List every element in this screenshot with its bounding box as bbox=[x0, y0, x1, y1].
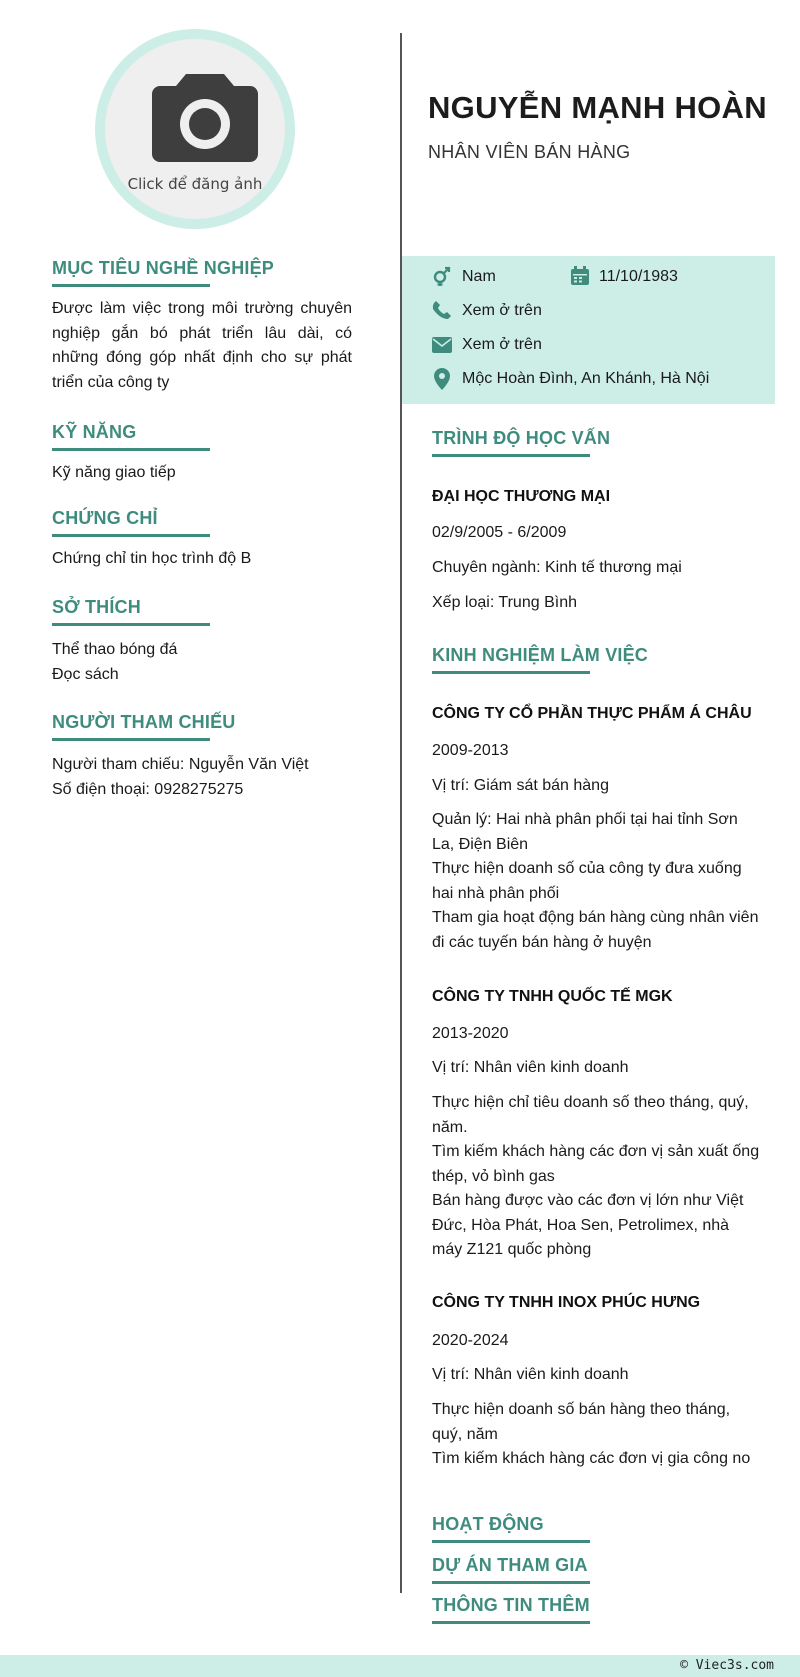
job-period: 2013-2020 bbox=[432, 1025, 509, 1042]
certificates-title: CHỨNG CHỈ bbox=[52, 508, 158, 528]
education-title-block bbox=[432, 428, 762, 457]
email-value: Xem ở trên bbox=[462, 336, 542, 353]
objective-title: MỤC TIÊU NGHỀ NGHIỆP bbox=[52, 258, 275, 278]
education-grade: Xếp loại: Trung Bình bbox=[432, 594, 577, 611]
job-position: Vị trí: Nhân viên kinh doanh bbox=[432, 1059, 629, 1076]
activities-title: HOẠT ĐỘNG bbox=[432, 1514, 544, 1534]
candidate-name: NGUYỄN MẠNH HOÀN bbox=[428, 90, 767, 125]
job-duty: Tham gia hoạt động bán hàng cùng nhân viên đi các tuyến bán hàng ở huyện bbox=[432, 909, 759, 951]
footer-credit: © Viec3s.com bbox=[680, 1658, 774, 1673]
job-position: Vị trí: Giám sát bán hàng bbox=[432, 777, 609, 794]
reference-name: Người tham chiếu: Nguyễn Văn Việt bbox=[52, 756, 309, 773]
more-info-title: THÔNG TIN THÊM bbox=[432, 1595, 590, 1615]
education-underline bbox=[432, 454, 590, 457]
phone-icon bbox=[432, 300, 452, 320]
footer-bar bbox=[0, 1655, 800, 1677]
objective-underline bbox=[52, 284, 210, 287]
references-title: NGƯỜI THAM CHIẾU bbox=[52, 712, 236, 732]
references-underline bbox=[52, 738, 210, 741]
projects-underline bbox=[432, 1581, 590, 1584]
photo-caption: Click để đăng ảnh bbox=[127, 175, 263, 193]
experience-title-block bbox=[432, 645, 762, 674]
skills-title: KỸ NĂNG bbox=[52, 422, 137, 442]
location-icon bbox=[434, 368, 450, 390]
job-company: CÔNG TY CỔ PHẦN THỰC PHẨM Á CHÂU bbox=[432, 705, 752, 722]
candidate-role: NHÂN VIÊN BÁN HÀNG bbox=[428, 142, 631, 162]
job-duty: Tìm kiếm khách hàng các đơn vị sản xuất ống thép, vỏ bình gas bbox=[432, 1143, 760, 1185]
avatar[interactable] bbox=[95, 29, 295, 229]
objective-text: Được làm việc trong môi trường chuyên nghiệp gắn bó phát triển lâu dài, có những đóng góp nhất định cho sự phát triển của công ty bbox=[52, 300, 352, 391]
job-company: CÔNG TY TNHH QUỐC TẾ MGK bbox=[432, 988, 673, 1005]
education-major: Chuyên ngành: Kinh tế thương mại bbox=[432, 559, 682, 576]
hobby-item: Đọc sách bbox=[52, 665, 119, 683]
birthday-value: 11/10/1983 bbox=[599, 268, 678, 285]
job-company: CÔNG TY TNHH INOX PHÚC HƯNG bbox=[432, 1294, 701, 1311]
address-value: Mộc Hoàn Đình, An Khánh, Hà Nội bbox=[462, 370, 710, 387]
more-info-block bbox=[432, 1595, 762, 1624]
experience-underline bbox=[432, 671, 590, 674]
hobby-item: Thể thao bóng đá bbox=[52, 641, 178, 658]
job-duty: Quản lý: Hai nhà phân phối tại hai tỉnh Sơn La, Điện Biên bbox=[432, 811, 738, 853]
certificates-underline bbox=[52, 534, 210, 537]
hobbies-title: SỞ THÍCH bbox=[52, 597, 141, 617]
job-position: Vị trí: Nhân viên kinh doanh bbox=[432, 1366, 629, 1383]
phone-value: Xem ở trên bbox=[462, 302, 542, 319]
hobbies-underline bbox=[52, 623, 210, 626]
job-duty: Thực hiện chỉ tiêu doanh số theo tháng, quý, năm. bbox=[432, 1094, 749, 1136]
skills-text: Kỹ năng giao tiếp bbox=[52, 464, 176, 481]
calendar-icon bbox=[570, 266, 590, 286]
job-duty: Thực hiện doanh số bán hàng theo tháng, quý, năm bbox=[432, 1401, 731, 1443]
activities-underline bbox=[432, 1540, 590, 1543]
reference-phone: Số điện thoại: 0928275275 bbox=[52, 780, 244, 798]
job-duty: Thực hiện doanh số của công ty đưa xuống hai nhà phân phối bbox=[432, 860, 742, 902]
objective-section bbox=[52, 258, 352, 395]
gender-value: Nam bbox=[462, 268, 496, 285]
certificates-section bbox=[52, 508, 352, 572]
hobbies-section bbox=[52, 597, 352, 687]
job-duties bbox=[432, 808, 762, 955]
job-duties bbox=[432, 1398, 762, 1472]
gender-icon bbox=[432, 266, 452, 286]
projects-title: DỰ ÁN THAM GIA bbox=[432, 1555, 588, 1575]
skills-section bbox=[52, 422, 352, 486]
job-duty: Bán hàng được vào các đơn vị lớn như Việt Đức, Hòa Phát, Hoa Sen, Petrolimex, nhà máy Z121 quốc phòng bbox=[432, 1192, 744, 1258]
experience-title: KINH NGHIỆM LÀM VIỆC bbox=[432, 645, 649, 665]
education-period: 02/9/2005 - 6/2009 bbox=[432, 524, 567, 541]
avatar-inner[interactable] bbox=[105, 39, 285, 219]
camera-icon bbox=[150, 72, 260, 167]
projects-block bbox=[432, 1555, 762, 1584]
contact-box bbox=[402, 256, 775, 404]
email-icon bbox=[432, 336, 452, 354]
job-period: 2009-2013 bbox=[432, 742, 509, 759]
school-name: ĐẠI HỌC THƯƠNG MẠI bbox=[432, 488, 611, 505]
references-section bbox=[52, 712, 352, 802]
certificates-text: Chứng chỉ tin học trình độ B bbox=[52, 550, 252, 567]
job-duties bbox=[432, 1091, 762, 1263]
more-info-underline bbox=[432, 1621, 590, 1624]
skills-underline bbox=[52, 448, 210, 451]
education-title: TRÌNH ĐỘ HỌC VẤN bbox=[432, 428, 611, 448]
job-period: 2020-2024 bbox=[432, 1332, 509, 1349]
job-duty: Tìm kiếm khách hàng các đơn vị gia công no bbox=[432, 1450, 751, 1467]
activities-block bbox=[432, 1514, 762, 1543]
